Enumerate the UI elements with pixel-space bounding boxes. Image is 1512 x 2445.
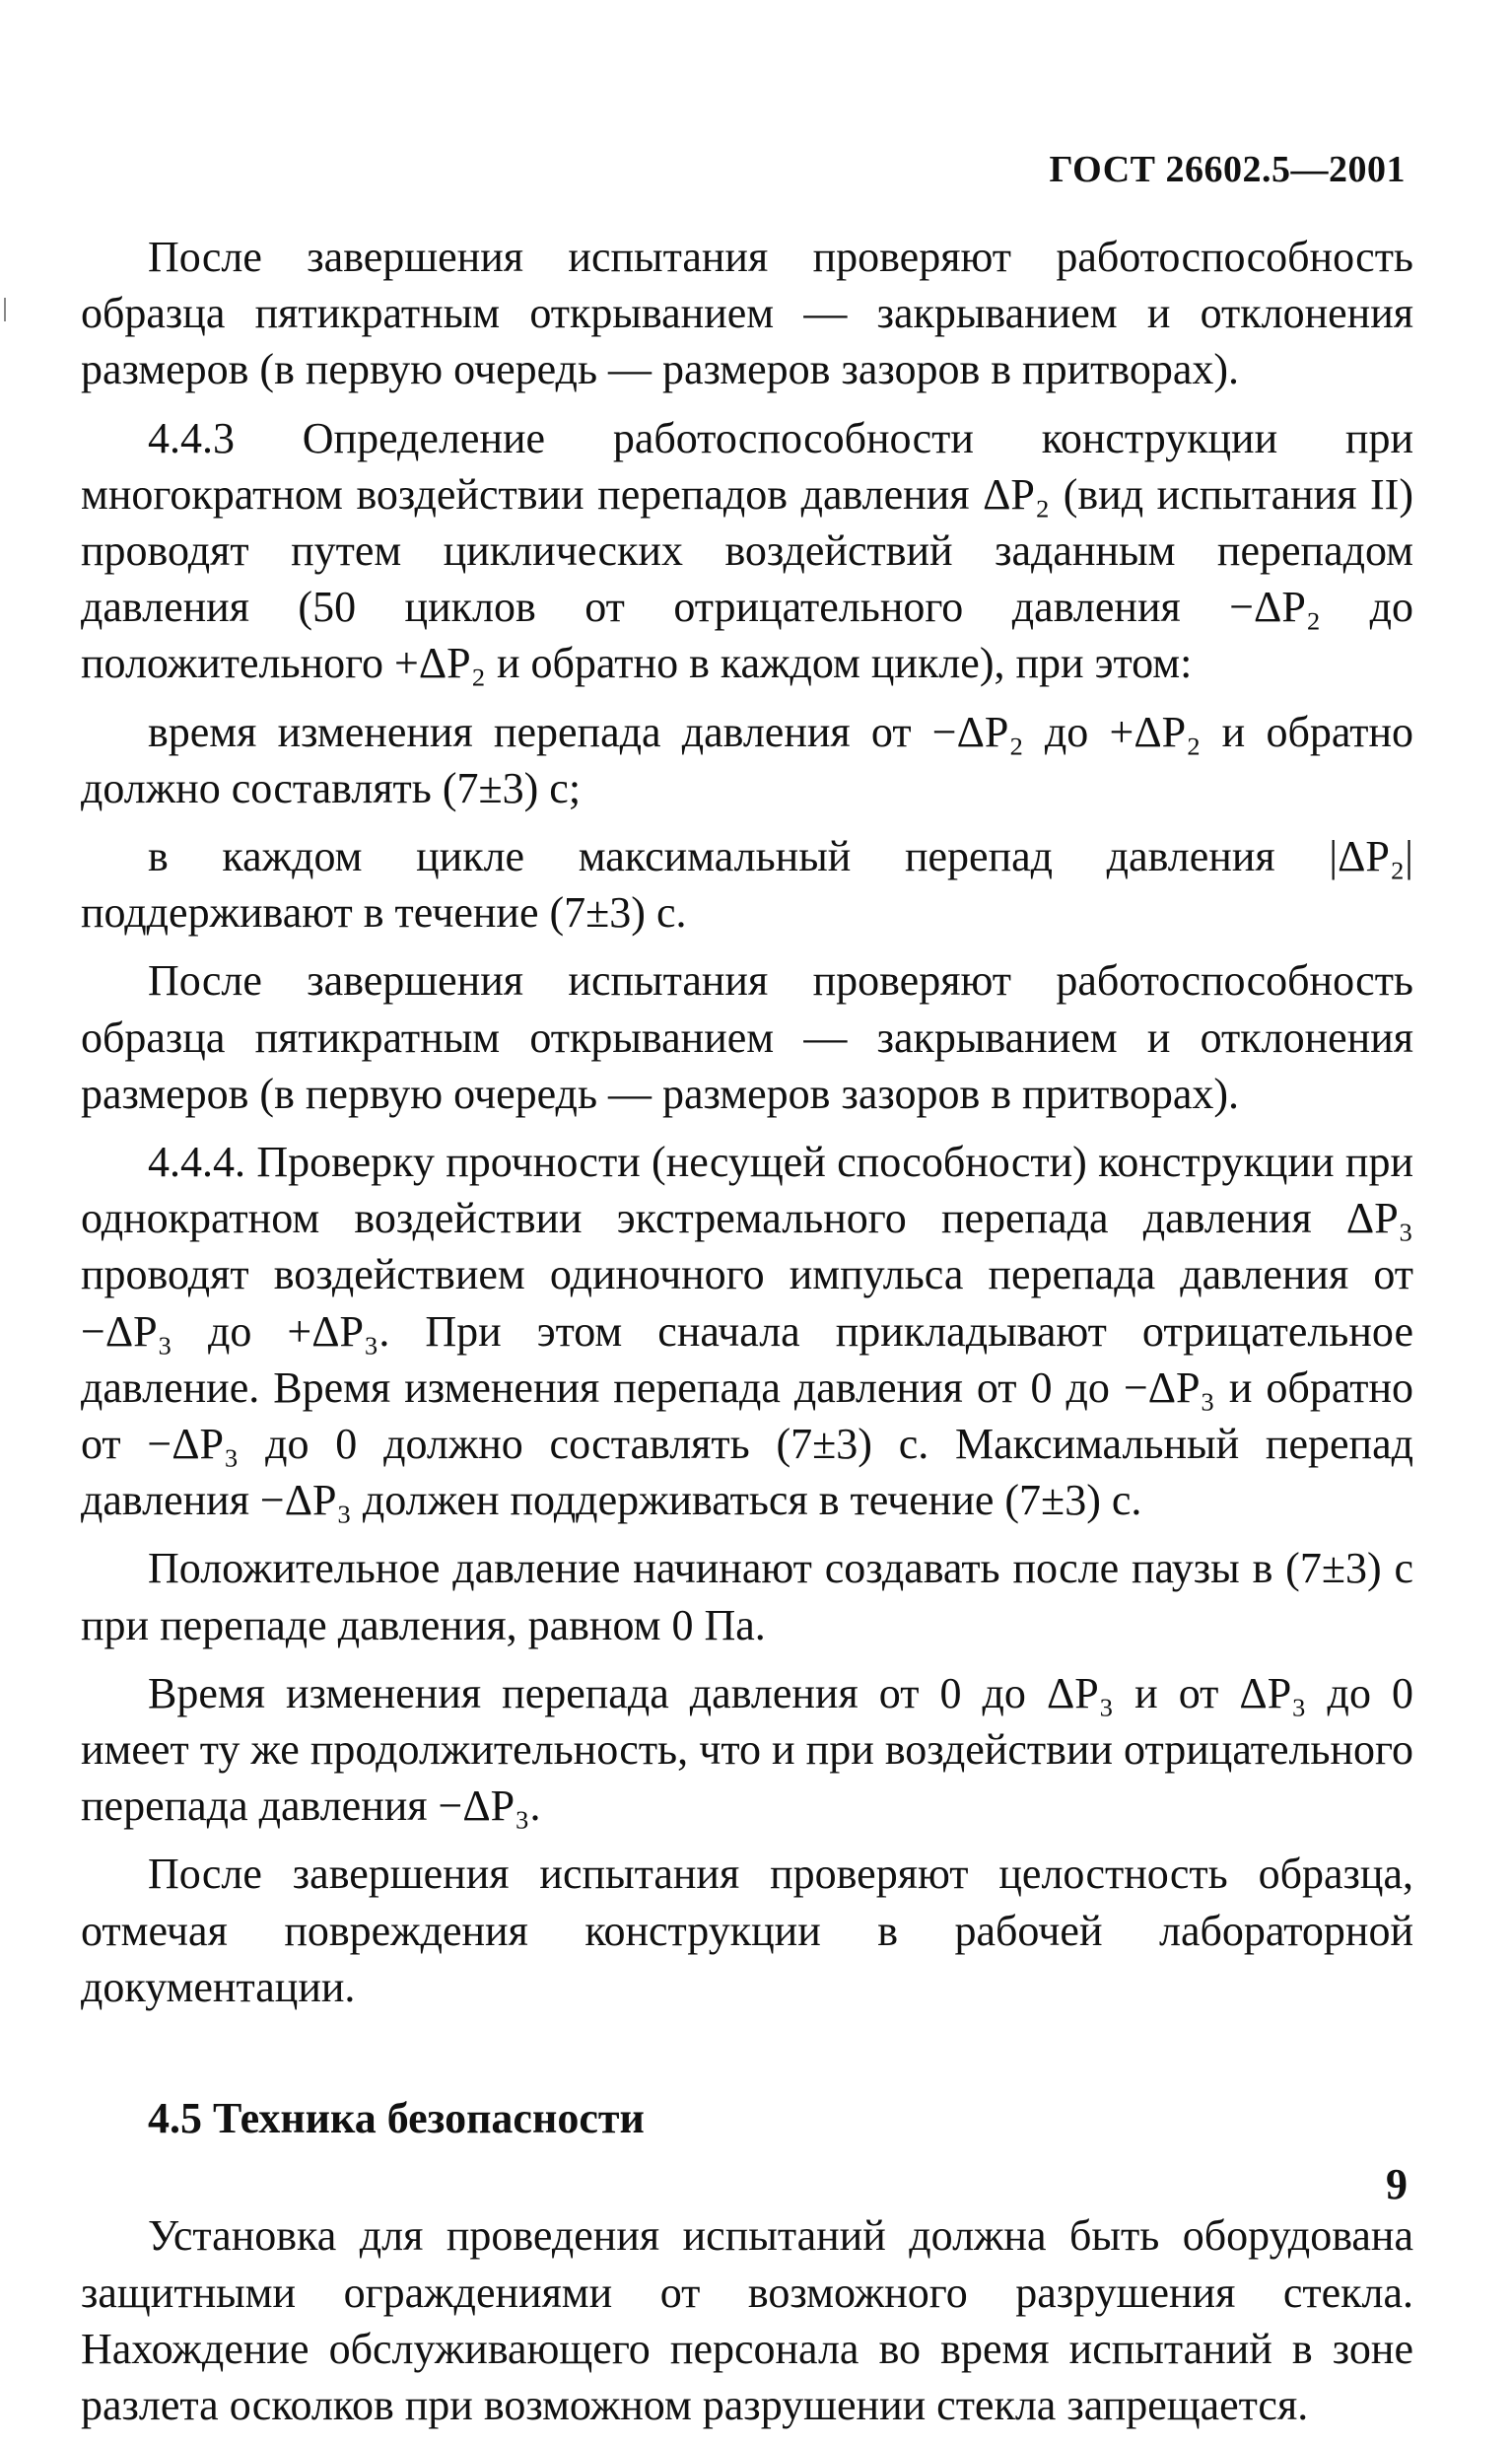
paragraph-max-hold: в каждом цикле максимальный перепад давления |ΔP₂| поддерживают в течение (7±3) с. — [81, 832, 1413, 938]
scan-margin-mark — [4, 298, 6, 321]
standard-code-header: ГОСТ 26602.5—2001 — [1049, 149, 1406, 190]
paragraph-4-4-4: 4.4.4. Проверку прочности (несущей способности) конструкции при однократном воздействии экстремального перепада давления ΔP₃ проводят воздействием одиночного импульса перепада давления от −ΔP₃ до +ΔP₃. При этом сначала прикладывают отрицательное давление. Время изменения перепада давления от 0 до −ΔP₃ и обратно от −ΔP₃ до 0 должно составлять (7±3) с. Максимальный перепад давления −ΔP₃ должен поддерживаться в течение (7±3) с. — [81, 1138, 1413, 1525]
paragraph-post-test-check-2: После завершения испытания проверяют работоспособность образца пятикратным открыванием — закрыванием и отклонения размеров (в первую очередь — размеров зазоров в притворах). — [81, 956, 1413, 1118]
paragraph-change-time: время изменения перепада давления от −ΔP₂ до +ΔP₂ и обратно должно составлять (7±3) с; — [81, 707, 1413, 812]
page-number: 9 — [1386, 2160, 1408, 2208]
paragraph-post-test-check-1: После завершения испытания проверяют работоспособность образца пятикратным открыванием — закрыванием и отклонения размеров (в первую очередь — размеров зазоров в притворах). — [81, 233, 1413, 394]
document-body — [81, 229, 1413, 2445]
section-heading-safety: 4.5 Техника безопасности — [148, 2094, 645, 2143]
paragraph-positive-pressure: Положительное давление начинают создавать после паузы в (7±3) с при перепаде давления, равном 0 Па. — [81, 1544, 1413, 1649]
paragraph-change-duration: Время изменения перепада давления от 0 до ΔP₃ и от ΔP₃ до 0 имеет ту же продолжительность, что и при воздействии отрицательного перепада давления −ΔP₃. — [81, 1668, 1413, 1831]
paragraph-safety: Установка для проведения испытаний должна быть оборудована защитными ограждениями от возможного разрушения стекла. Нахождение обслуживающего персонала во время испытаний в зоне разлета осколков при возможном разрушении стекла запрещается. — [81, 2211, 1413, 2429]
paragraph-integrity-check: После завершения испытания проверяют целостность образца, отмечая повреждения конструкции в рабочей лабораторной документации. — [81, 1850, 1413, 2011]
paragraph-4-4-3: 4.4.3 Определение работоспособности конструкции при многократном воздействии перепадов давления ΔP₂ (вид испытания II) проводят путем циклических воздействий заданным перепадом давления (50 циклов от отрицательного давления −ΔP₂ до положительного +ΔP₂ и обратно в каждом цикле), при этом: — [81, 413, 1413, 688]
